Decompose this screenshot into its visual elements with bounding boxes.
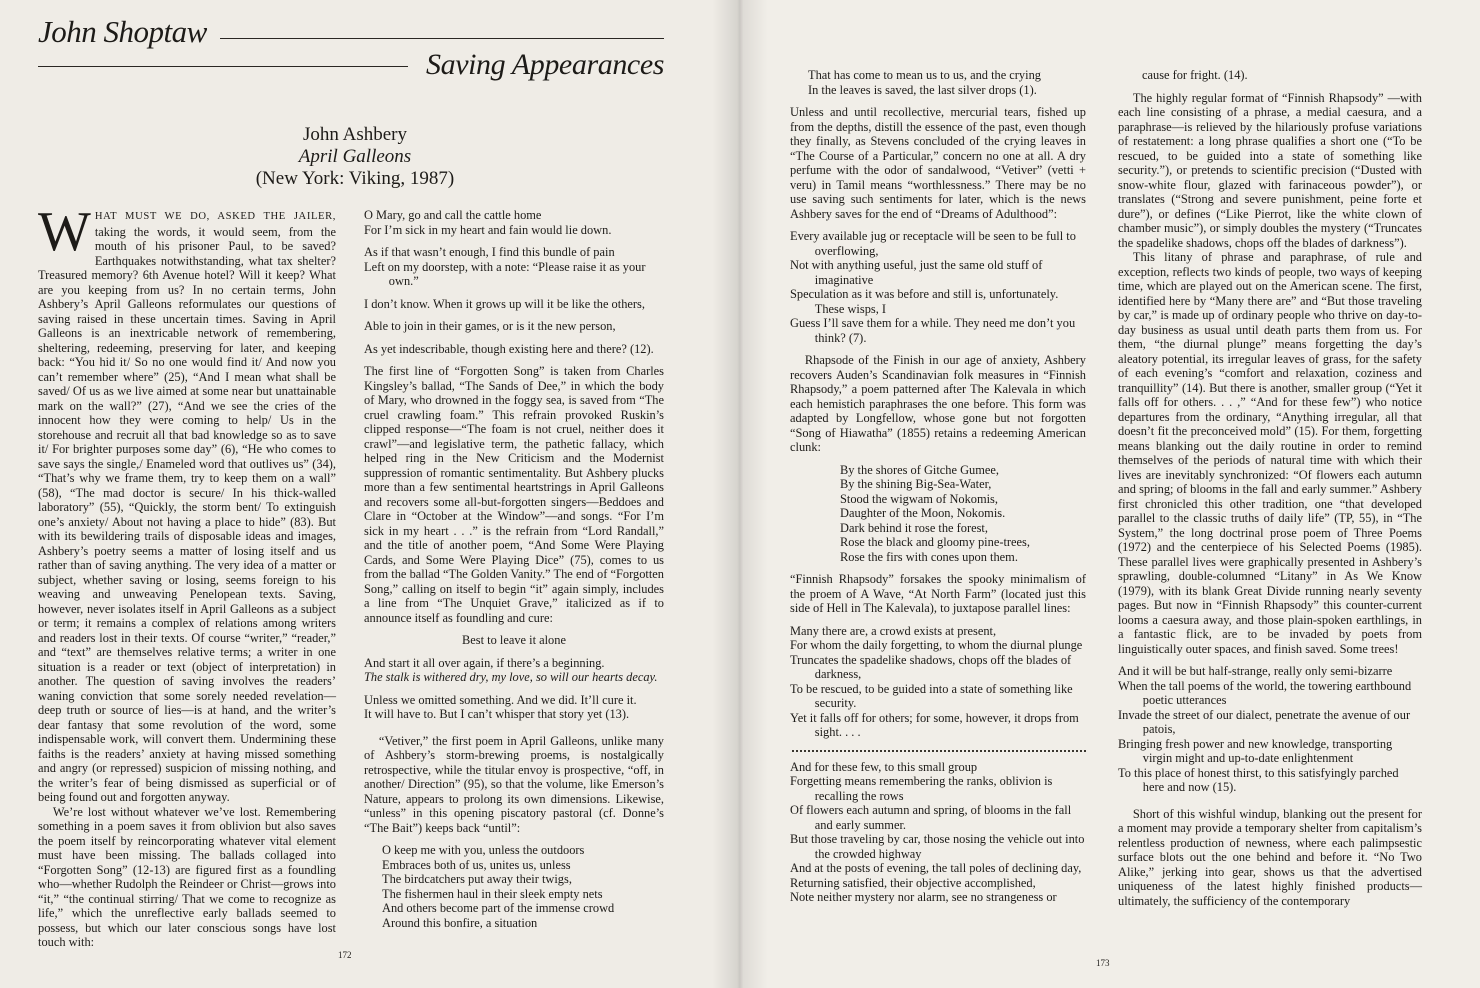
article-title: Saving Appearances	[426, 48, 665, 81]
book-title: April Galleons	[298, 146, 412, 167]
paragraph: The highly regular format of “Finnish Rhapsody” —with each line consisting of a phrase, a medial caesura, and a paraphrase—is relieved by the hilariously profuse variations of restatement: a long phrase qualifies a short one (“To be rescued, to be guided into a state of something like security.”), or pretends to scientific precision (“Dusted with snow-white flour, glazed with farinaceous powder”), or translates (“Strong and severe punishment, peine forte et dure”), or defines (“Like Pierrot, like the white clown of chamber music”), or simply doubles the mystery (“Truncates the spadelike shadows, chops off the blades of darkness”).	[1118, 90, 1422, 250]
verse-line: Rose the firs with cones upon them.	[840, 549, 1018, 564]
verse-line: For whom the daily forgetting, to whom the diurnal plunge	[790, 638, 1083, 652]
verse-line: And for these few, to this small group	[790, 759, 978, 774]
drop-cap: W	[38, 201, 91, 263]
verse-line: Yet it falls off for others; for some, however, it drops from sight. . . .	[790, 710, 1079, 739]
verse-line: O keep me with you, unless the outdoors	[382, 843, 585, 857]
verse-line: Many there are, a crowd exists at present,	[790, 623, 997, 638]
verse-block	[790, 68, 1086, 97]
verse-block	[790, 624, 1086, 740]
verse-line: But those traveling by car, those nosing the vehicle out into the crowded highway	[790, 832, 1085, 861]
verse-line: Invade the street of our dialect, penetrate the avenue of our patois,	[1118, 707, 1411, 736]
verse-line: Returning satisfied, their objective accomplished,	[790, 875, 1036, 890]
verse-line: cause for fright. (14).	[1142, 68, 1248, 82]
verse-line: Dark behind it rose the forest,	[840, 520, 988, 535]
author-running-head: John Shoptaw	[38, 14, 207, 49]
verse-line: It will have to. But I can’t whisper that story yet (13).	[364, 707, 630, 721]
verse-line: And others become part of the immense crowd	[382, 901, 615, 915]
verse-block	[364, 342, 664, 357]
left-text-column	[38, 201, 336, 950]
right-text-column-b	[1118, 68, 1422, 908]
verse-line: Truncates the spadelike shadows, chops off the blades of darkness,	[790, 652, 1072, 681]
verse-line: That has come to mean us to us, and the crying	[808, 68, 1041, 82]
verse-line: The birdcatchers put away their twigs,	[382, 872, 572, 886]
verse-block	[364, 843, 664, 930]
verse-line: To be rescued, to be guided into a state of something like security.	[790, 681, 1073, 710]
header-rule-top	[220, 38, 664, 39]
opening-paragraph	[38, 201, 336, 805]
paragraph: This litany of phrase and paraphrase, of rule and exception, reflects two kinds of people, two ways of keeping time, which are played out on the American scene. The first, identified here by “Many there are” and “But those traveling by car,” is made up of ordinary people who thrive on day-to-day business as usual until death parts them from us. For them, “the diurnal plunge” means forgetting the day’s aleatory potential, its irregular leaves of grass, for the safety of each evening’s “comfort and relaxation, coziness and tranquillity” (14). But there is another, smaller group (“Yet it falls off for others. . . ,” “And for these few”) who notice departures from the ordinary, “Anything irregular, all that doesn’t fit the preconceived mold” (15). For them, forgetting means blanking out the daily routine in order to remind themselves of the periods of natural time with which their lives are inevitably synchronized: “Of flowers each autumn and spring; of blooms in the fall and early summer.” Ashbery first chronicled this other tradition, one “that developed parallel to the classic truths of daily life” (TP, 55), in “The System,” the long doctrinal prose poem of Three Poems (1972) and the centerpiece of his Selected Poems (1985). These parallel lives were graphically presented in Ashbery’s sprawling, double-columned “Litany” in As We Know (1979), with its blank Great Divide running nearly seventy pages. But now in “Finnish Rhapsody” this counter-current looms a caesura away, and those plain-spoken earthlings, in a fantastic flick, are to be invaded by poets from linguistically outer spaces, and finish saved. Some trees!	[1118, 250, 1422, 656]
verse-line: Daughter of the Moon, Nokomis.	[840, 506, 1006, 520]
verse-block	[1118, 68, 1422, 83]
verse-line: As if that wasn’t enough, I find this bundle of pain	[364, 245, 615, 259]
header-rule-middle	[38, 66, 408, 67]
verse-line: Stood the wigwam of Nokomis,	[840, 491, 998, 506]
ellipsis-rule	[792, 746, 1086, 752]
verse-line: Best to leave it alone	[462, 633, 566, 647]
verse-line: Bringing fresh power and new knowledge, transporting virgin might and up-to-date enlightenment	[1118, 736, 1393, 765]
paragraph: Rhapsode of the Finish in our age of anxiety, Ashbery recovers Auden’s Scandinavian folk measures in “Finnish Rhapsody,” a poem patterned after The Kalevala in which each hemistich paraphrases the one before. This form was adapted by Longfellow, whose gone but not forgotten “Song of Hiawatha” (1855) retains a redeeming American clunk:	[790, 353, 1086, 454]
verse-line: Note neither mystery nor alarm, see no strangeness or	[790, 890, 1057, 904]
paragraph: Unless and until recollective, mercurial tears, fished up from the depths, distill the essence of the past, even though they finally, as Stevens concluded of the crying leaves in “The Course of a Particular,” concern no one at all. A dry perfume with the odor of sandalwood, “Vetiver” (vetti + veru) in Tamil means “worthlessness.” There may be no use saving such sentiments for later, which is the news Ashbery saves for the end of “Dreams of Adulthood”:	[790, 105, 1086, 221]
verse-line: And at the posts of evening, the tall poles of declining day,	[790, 861, 1082, 875]
verse-line: When the tall poems of the world, the towering earthbound poetic utterances	[1118, 678, 1412, 707]
paragraph: Short of this wishful windup, blanking out the present for a moment may provide a temporary shelter from capitalism’s relentless production of newness, where each palimpsestic surface blots out the one behind and before it. “No Two Alike,” jerking into gear, shows us that the advertised uniqueness of the latest highly finished products—ultimately, the sufficiency of the contemporary	[1118, 806, 1422, 908]
verse-line: Of flowers each autumn and spring, of blooms in the fall and early summer.	[790, 803, 1072, 832]
verse-line: Around this bonfire, a situation	[382, 915, 538, 930]
paragraph-text: taking the words, it would seem, from the mouth of his prisoner Paul, to be saved? Earthquakes notwithstanding, what tax shelter? Treasured memory? 6th Avenue hotel? Will it keep? What are you keeping from us? In no certain terms, John Ashbery’s April Galleons reformulates our questions of saving raised in these uncertain times. Saving in April Galleons is an inextricable network of remembering, sheltering, redeeming, preserving for later, and keeping back: “You hid it/ So no one would find it/ And now you can’t remember where” (25), “And I mean what shall be saved/ Of us as we live aimed at some near but unattainable mark on the wall?” (27), “And we see the cries of the innocent how they were coming to help/ Us in the storehouse and recruit all that bad knowledge so as to save it/ For brighter purposes some day” (6), “He who comes to save says the single,/ Enameled word that outlives us” (34), “That’s why we frame them, try to keep them on a wall” (58), “The mad doctor is secure/ In his thick-walled laboratory” (55), “Quickly, the storm bent/ To extinguish one’s anxiety/ About not having a place to hide” (83). But with its bewildering trails of disposable ideas and images, Ashbery’s poetry seems a matter of losing itself and us rather than of saving anything. The very idea of a matter or subject, whether saving or losing, seems foreign to his weaving and unweaving Penelopean texts. Saving, however, never isolates itself in April Galleons as a subject or term; it remains a complex of relations among writers and readers lost in their texts. Of course “writer,” “reader,” and “text” are themselves relative terms; a writer in one situation is a reader or text (object of interpretation) in another. The question of saving involves the readers’ waning conviction that some sorely needed revelation—deep truth or source of lies—is at hand, and the writer’s dear fantasy that some revolution of the word, some indispensable work, will convert them. Undermining these faiths is the readers’ anxiety at having missed something and angry (or repressed) suspicion of missing nothing, and the writer’s fear of being dismissed as superficial or of being found out and forgotten anyway.	[38, 224, 336, 804]
verse-line: And it will be but half-strange, really only semi-bizarre	[1118, 664, 1393, 678]
page-number: 173	[1096, 958, 1110, 968]
verse-line: To this place of honest thirst, to this satisfyingly parched here and now (15).	[1118, 765, 1399, 794]
middle-text-column	[364, 208, 664, 930]
verse-line: By the shining Big-Sea-Water,	[840, 477, 992, 491]
verse-block	[790, 229, 1086, 345]
verse-block	[1118, 664, 1422, 795]
verse-line: Speculation as it was before and still is, unfortunately. These wisps, I	[790, 287, 1059, 316]
verse-line: Forgetting means remembering the ranks, oblivion is recalling the rows	[790, 774, 1053, 803]
verse-line: Embraces both of us, unites us, unless	[382, 857, 571, 872]
verse-block	[364, 245, 664, 289]
right-text-column-a	[790, 68, 1086, 905]
review-heading	[240, 124, 470, 190]
page-number: 172	[338, 950, 352, 960]
verse-block	[364, 297, 664, 334]
verse-line: O Mary, go and call the cattle home	[364, 208, 542, 222]
verse-line-italic: The stalk is withered dry, my love, so will our hearts decay.	[364, 670, 658, 684]
verse-block	[364, 208, 664, 237]
verse-line: Every available jug or receptacle will be seen to be full to overflowing,	[790, 229, 1076, 258]
verse-line: For I’m sick in my heart and fain would lie down.	[364, 222, 612, 237]
verse-line: And start it all over again, if there’s a beginning.	[364, 655, 605, 670]
verse-block	[364, 633, 664, 685]
verse-line: Rose the black and gloomy pine-trees,	[840, 535, 1030, 549]
book-imprint: (New York: Viking, 1987)	[255, 168, 455, 189]
verse-block	[790, 463, 1086, 565]
paragraph: The first line of “Forgotten Song” is taken from Charles Kingsley’s ballad, “The Sands of Dee,” in which the body of Mary, who drowned in the foggy sea, is saved from “The cruel crawling foam.” This refrain provoked Ruskin’s clipped response—“The foam is not cruel, neither does it crawl”—and legislative term, the pathetic fallacy, which helped ring in the New Criticism and the Modernist suppression of romantic sentimentality. But Ashbery plucks more than a few sentimental heartstrings in April Galleons and recovers some all-but-forgotten singers—Beddoes and Clare in “October at the Window”—and songs. “For I’m sick in my heart . . .” is the refrain from “Lord Randall,” and the title of another poem, “And Some Were Playing Cards, and Some Were Playing Dice” (75), comes to us from the ballad “The Golden Vanity.” The end of “Forgotten Song,” calling on itself to begin “it” again simply, includes a line from “The Unquiet Grave,” italicized as if to announce itself as foundling and cure:	[364, 364, 664, 625]
verse-line: Unless we omitted something. And we did. It’ll cure it.	[364, 692, 637, 707]
verse-line: Able to join in their games, or is it the new person,	[364, 319, 616, 333]
paragraph: We’re lost without whatever we’ve lost. Remembering something in a poem saves it from oblivion but also saves the poem itself by reincorporating whatever vital element must have been missing. The ballads collaged into “Forgotten Song” (12-13) are figured first as a foundling who—whether Rudolph the Reindeer or Christ—grows into “it,” “the continual stirring/ That we come to recognize as life,” which the unreflective early ballads seemed to possess, but which our later conscious songs have lost touch with:	[38, 804, 336, 949]
verse-block	[364, 693, 664, 722]
book-author: John Ashbery	[303, 124, 407, 145]
verse-block	[790, 760, 1086, 905]
paragraph: “Finnish Rhapsody” forsakes the spooky minimalism of the proem of A Wave, “At North Farm” (located just this side of Hell in The Kalevala), to juxtapose parallel lines:	[790, 572, 1086, 615]
verse-line: Guess I’ll save them for a while. They need me don’t you think? (7).	[790, 316, 1076, 345]
verse-line: As yet indescribable, though existing here and there? (12).	[364, 341, 654, 356]
verse-line: Not with anything useful, just the same old stuff of imaginative	[790, 258, 1043, 287]
paragraph: “Vetiver,” the first poem in April Galleons, unlike many of Ashbery’s storm-brewing proems, is nostalgically retrospective, while the titular envoy is prospective, “off, in another/ Direction” (95), so that the volume, like Emerson’s Nature, appears to prolong its own dimensions. Likewise, “unless” in this opening piscatory pastoral (cf. Donne’s “The Bait”) keeps back “until”:	[364, 733, 664, 835]
opening-small-caps: HAT MUST WE DO, ASKED THE JAILER,	[94, 211, 336, 222]
verse-line: By the shores of Gitche Gumee,	[840, 462, 999, 477]
verse-line: Left on my doorstep, with a note: “Please raise it as your own.”	[364, 259, 646, 288]
verse-line: The fishermen haul in their sleek empty nets	[382, 886, 603, 901]
verse-line: I don’t know. When it grows up will it be like the others,	[364, 296, 645, 311]
verse-line: In the leaves is saved, the last silver drops (1).	[808, 82, 1037, 97]
